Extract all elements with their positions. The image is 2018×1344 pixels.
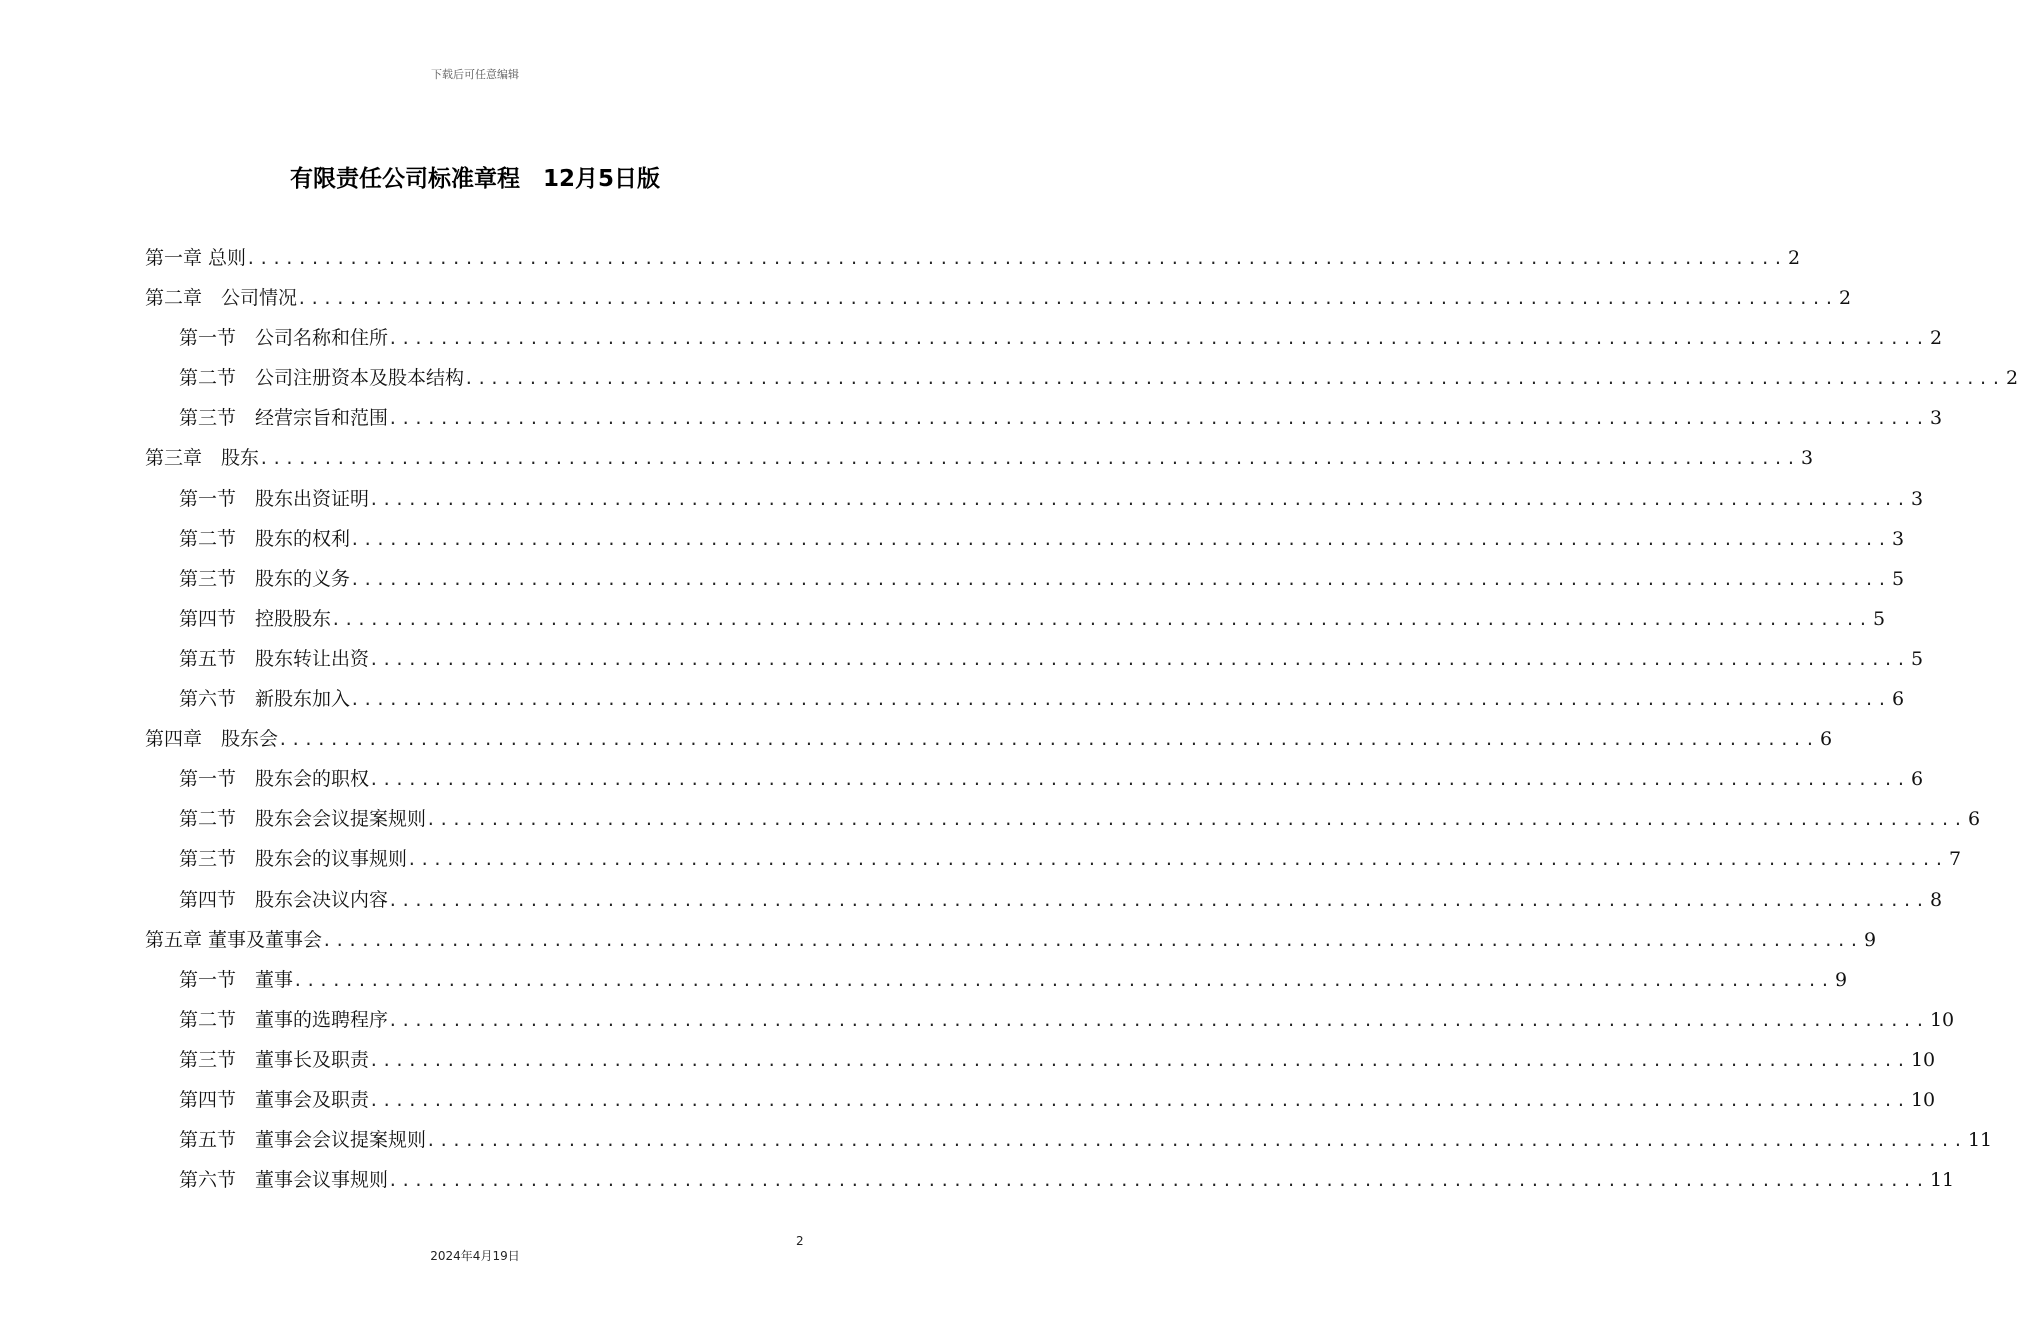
toc-dot-leader: ........................................................................................................................ [388,1010,1928,1030]
toc-entry-page: 5 [1891,567,1905,590]
toc-dot-leader: ........................................................................................................................ [388,890,1928,910]
toc-entry-page: 6 [1819,728,1833,751]
toc-entry-label: 第四节 股东会决议内容 [179,888,389,911]
toc-dot-leader: ........................................................................................................................ [297,289,1837,309]
toc-dot-leader: ........................................................................................................................ [293,970,1833,990]
header-note: 下载后可任意编辑 [431,68,519,81]
toc-entry-page: 6 [1910,768,1924,791]
toc-entry-page: 3 [1910,487,1924,510]
toc-entry-page: 2 [1838,287,1852,310]
toc-entry-section[interactable] [145,358,2018,398]
toc-entry-page: 3 [1929,407,1943,430]
toc-entry-page: 2 [1929,327,1943,350]
toc-entry-label: 第二节 公司注册资本及股本结构 [179,367,465,390]
toc-entry-chapter[interactable] [145,719,1833,759]
toc-dot-leader: ........................................................................................................................ [369,489,1909,509]
toc-dot-leader: ........................................................................................................................ [350,569,1890,589]
toc-dot-leader: ........................................................................................................................ [464,369,2004,389]
toc-entry-page: 3 [1800,447,1814,470]
toc-entry-section[interactable] [145,1040,1936,1080]
toc-entry-page: 10 [1910,1048,1936,1071]
toc-entry-section[interactable] [145,799,1981,839]
toc-entry-page: 2 [2005,367,2018,390]
toc-entry-page: 11 [1929,1169,1955,1192]
toc-entry-label: 第二章 公司情况 [145,287,298,310]
toc-entry-page: 7 [1948,848,1962,871]
page-number: 2 [796,1234,804,1248]
toc-entry-section[interactable] [145,479,1924,519]
toc-entry-page: 5 [1872,607,1886,630]
toc-dot-leader: ........................................................................................................................ [388,329,1928,349]
toc-entry-label: 第六节 董事会议事规则 [179,1169,389,1192]
toc-entry-chapter[interactable] [145,278,1852,318]
toc-entry-label: 第三节 董事长及职责 [179,1048,370,1071]
toc-entry-label: 第五节 董事会会议提案规则 [179,1129,427,1152]
toc-entry-label: 第三节 股东会的议事规则 [179,848,408,871]
toc-entry-section[interactable] [145,679,1905,719]
toc-entry-section[interactable] [145,759,1924,799]
toc-entry-section[interactable] [145,519,1905,559]
footer-date: 2024年4月19日 [430,1249,520,1263]
toc-entry-label: 第一节 董事 [179,968,294,991]
toc-entry-page: 10 [1910,1088,1936,1111]
toc-dot-leader: ........................................................................................................................ [426,810,1966,830]
toc-entry-section[interactable] [145,880,1943,920]
toc-entry-section[interactable] [145,1080,1936,1120]
toc-entry-page: 9 [1863,928,1877,951]
toc-entry-section[interactable] [145,1160,1955,1200]
toc-entry-page: 8 [1929,888,1943,911]
toc-dot-leader: ........................................................................................................................ [388,409,1928,429]
toc-entry-label: 第二节 股东的权利 [179,527,351,550]
toc-dot-leader: ........................................................................................................................ [278,730,1818,750]
toc-entry-chapter[interactable] [145,438,1814,478]
toc-entry-section[interactable] [145,318,1943,358]
toc-entry-page: 6 [1891,688,1905,711]
toc-entry-label: 第一节 公司名称和住所 [179,327,389,350]
toc-entry-label: 第一章 总则 [145,247,247,269]
toc-entry-label: 第二节 董事的选聘程序 [179,1008,389,1031]
toc-dot-leader: ........................................................................................................................ [407,850,1947,870]
toc-dot-leader: ........................................................................................................................ [246,249,1786,268]
toc-dot-leader: ........................................................................................................................ [388,1171,1928,1191]
toc-dot-leader: ........................................................................................................................ [369,1050,1909,1070]
toc-entry-page: 5 [1910,647,1924,670]
toc-entry-section[interactable] [145,639,1924,679]
toc-entry-label: 第三节 股东的义务 [179,567,351,590]
toc-entry-label: 第一节 股东出资证明 [179,487,370,510]
toc-dot-leader: ........................................................................................................................ [350,529,1890,549]
toc-dot-leader: ........................................................................................................................ [322,930,1862,950]
toc-entry-section[interactable] [145,559,1905,599]
toc-entry-section[interactable] [145,960,1848,1000]
toc-entry-page: 9 [1834,968,1848,991]
toc-entry-section[interactable] [145,839,1962,879]
toc-dot-leader: ........................................................................................................................ [369,770,1909,790]
toc-dot-leader: ........................................................................................................................ [426,1131,1966,1151]
toc-dot-leader: ........................................................................................................................ [259,449,1799,469]
toc-entry-label: 第四节 控股股东 [179,607,332,630]
toc-entry-label: 第二节 股东会会议提案规则 [179,808,427,831]
toc-entry-label: 第三章 股东 [145,447,260,470]
document-title: 有限责任公司标准章程 12月5日版 [289,166,660,192]
toc-entry-label: 第四章 股东会 [145,728,279,751]
toc-entry-label: 第六节 新股东加入 [179,688,351,711]
toc-entry-label: 第一节 股东会的职权 [179,768,370,791]
toc-entry-label: 第五节 股东转让出资 [179,647,370,670]
toc-entry-label: 第三节 经营宗旨和范围 [179,407,389,430]
toc-dot-leader: ........................................................................................................................ [331,609,1871,629]
toc-entry-page: 11 [1967,1129,1993,1152]
toc-entry-chapter[interactable] [145,920,1877,960]
toc-entry-section[interactable] [145,1120,1993,1160]
toc-entry-label: 第四节 董事会及职责 [179,1088,370,1111]
toc-dot-leader: ........................................................................................................................ [369,649,1909,669]
toc-entry-chapter[interactable] [145,238,1801,278]
toc-entry-page: 6 [1967,808,1981,831]
toc-entry-page: 2 [1787,247,1801,269]
toc-entry-label: 第五章 董事及董事会 [145,928,323,951]
table-of-contents [145,238,2018,1200]
toc-entry-page: 10 [1929,1008,1955,1031]
toc-dot-leader: ........................................................................................................................ [369,1090,1909,1110]
toc-entry-section[interactable] [145,1000,1955,1040]
toc-entry-section[interactable] [145,599,1886,639]
toc-entry-page: 3 [1891,527,1905,550]
toc-dot-leader: ........................................................................................................................ [350,690,1890,710]
toc-entry-section[interactable] [145,398,1943,438]
